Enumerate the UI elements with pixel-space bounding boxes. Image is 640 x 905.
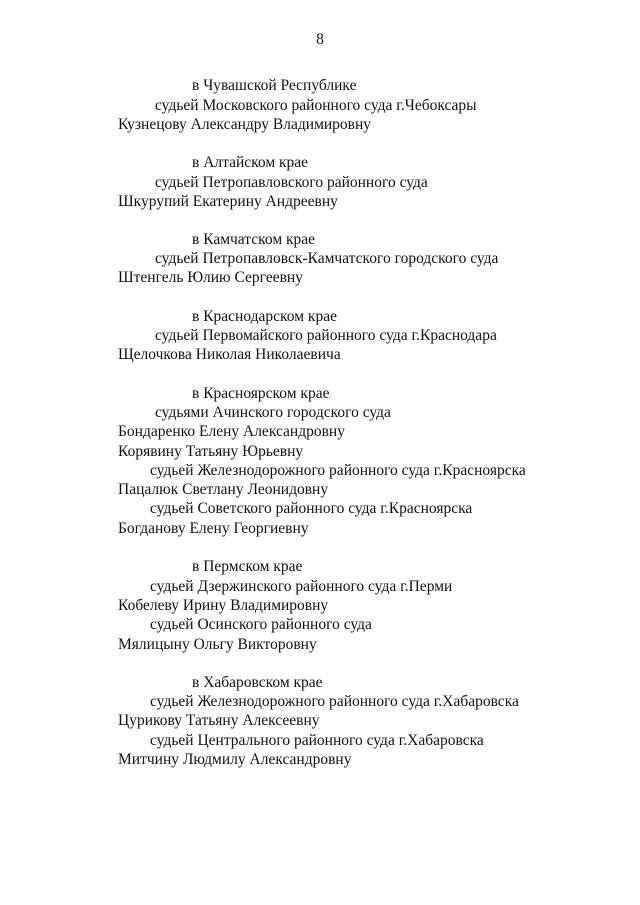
- judge-name: Пацалюк Светлану Леонидовну: [118, 481, 329, 498]
- court-position: судьей Осинского районного суда: [150, 616, 372, 633]
- region-heading: в Краснодарском крае: [192, 308, 337, 325]
- court-position: судьей Железнодорожного районного суда г.Хабаровска: [150, 693, 519, 710]
- region-heading: в Красноярском крае: [192, 385, 330, 402]
- judge-name: Щелочкова Николая Николаевича: [118, 346, 341, 363]
- court-position: судьей Петропавловск-Камчатского городского суда: [155, 250, 499, 267]
- court-position: судьей Первомайского районного суда г.Краснодара: [155, 327, 497, 344]
- region-heading: в Камчатском крае: [192, 231, 316, 248]
- judge-name: Богданову Елену Георгиевну: [118, 520, 309, 537]
- region-heading: в Хабаровском крае: [192, 674, 323, 691]
- judge-name: Кобелеву Ирину Владимировну: [118, 597, 329, 614]
- judge-name: Кузнецову Александру Владимировну: [118, 116, 372, 133]
- court-position: судьей Железнодорожного районного суда г.Красноярска: [150, 462, 526, 479]
- judge-name: Шкурупий Екатерину Андреевну: [118, 193, 338, 210]
- court-position: судьей Московского районного суда г.Чебоксары: [155, 97, 477, 114]
- judge-name: Бондаренко Елену Александровну: [118, 423, 345, 440]
- region-heading: в Алтайском крае: [192, 154, 309, 171]
- court-position: судьей Советского районного суда г.Красноярска: [150, 500, 473, 517]
- judge-name: Штенгель Юлию Сергеевну: [118, 269, 303, 286]
- court-position: судьей Центрального районного суда г.Хабаровска: [150, 732, 484, 749]
- region-heading: в Чувашской Республике: [192, 77, 357, 94]
- court-position: судьями Ачинского городского суда: [155, 404, 391, 421]
- judge-name: Мялицыну Ольгу Викторовну: [118, 636, 317, 653]
- court-position: судьей Петропавловского районного суда: [155, 174, 428, 191]
- page-number: 8: [316, 31, 324, 48]
- region-heading: в Пермском крае: [192, 558, 303, 575]
- judge-name: Митчину Людмилу Александровну: [118, 751, 352, 768]
- judge-name: Корявину Татьяну Юрьевну: [118, 443, 304, 460]
- judge-name: Цурикову Татьяну Алексеевну: [118, 712, 320, 729]
- court-position: судьей Дзержинского районного суда г.Перми: [150, 578, 453, 595]
